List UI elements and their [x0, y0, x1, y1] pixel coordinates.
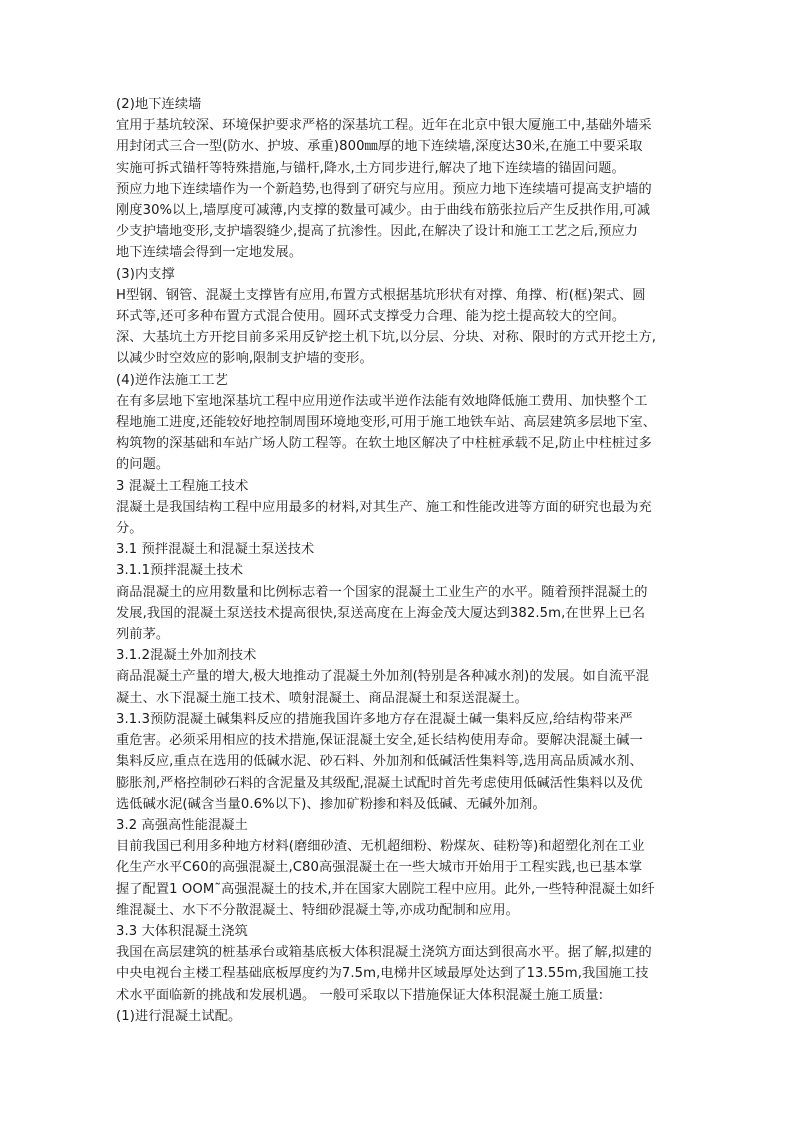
paragraph-line: 凝土、水下混凝土施工技术、喷射混凝土、商品混凝土和泵送混凝土。 — [116, 690, 528, 706]
paragraph-line: 发展,我国的混凝土泵送技术提高很快,泵送高度在上海金茂大厦达到382.5m,在世界上已名 — [116, 605, 646, 621]
paragraph-line: 我国在高层建筑的桩基承台或箱基底板大体积混凝土浇筑方面达到很高水平。据了解,拟建的 — [116, 945, 652, 961]
paragraph-line: 选低碱水泥(碱含当量0.6%以下)、掺加矿粉掺和料及低碱、无碱外加剂。 — [116, 796, 546, 812]
paragraph-line: 用封闭式三合一型(防水、护坡、承重)800㎜厚的地下连续墙,深度达30米,在施工中要采取 — [116, 139, 643, 155]
section-heading-3-3: 3.3 大体积混凝土浇筑 — [116, 923, 248, 939]
paragraph-line: 目前我国已利用多种地方材料(磨细砂渣、无机超细粉、粉煤灰、硅粉等)和超塑化剂在工业 — [116, 839, 645, 855]
paragraph-line: 的问题。 — [116, 457, 170, 473]
paragraph-line: 握了配置1 OOM˜高强混凝土的技术,并在国家大剧院工程中应用。此外,一些特种混凝土如纤 — [116, 881, 655, 897]
paragraph-line: 以减少时空效应的影响,限制支护墙的变形。 — [116, 351, 373, 367]
paragraph-line: 刚度30%以上,墙厚度可减薄,内支撑的数量可减少。由于曲线布筋张拉后产生反拱作用,可减 — [116, 203, 651, 219]
section-paragraph-3-1-3: 3.1.3预防混凝土碱集料反应的措施我国许多地方存在混凝土碱一集料反应,给结构带来严 — [116, 711, 633, 727]
paragraph-line: 少支护墙地变形,支护墙裂缝少,提高了抗渗性。因此,在解决了设计和施工工艺之后,预应力 — [116, 224, 639, 240]
paragraph-line: 集料反应,重点在选用的低碱水泥、砂石料、外加剂和低碱活性集料等,选用高品质减水剂、 — [116, 754, 643, 770]
paragraph-line: 分。 — [116, 521, 143, 537]
section-heading-3-2: 3.2 高强高性能混凝土 — [116, 817, 248, 833]
heading-top-down-method: (4)逆作法施工工艺 — [116, 372, 228, 388]
paragraph-line: 宜用于基坑较深、环境保护要求严格的深基坑工程。近年在北京中银大厦施工中,基础外墙采 — [116, 118, 652, 134]
document-body — [116, 94, 678, 1027]
paragraph-line: 列前茅。 — [116, 627, 170, 643]
paragraph-line: 在有多层地下室地深基坑工程中应用逆作法或半逆作法能有效地降低施工费用、加快整个工 — [116, 393, 648, 409]
section-heading-3-1-1: 3.1.1预拌混凝土技术 — [116, 563, 244, 579]
heading-internal-support: (3)内支撑 — [116, 266, 175, 282]
paragraph-line: 中央电视台主楼工程基础底板厚度约为7.5m,电梯井区域最厚处达到了13.55m,我国施工技 — [116, 966, 649, 982]
paragraph-line: 维混凝土、水下不分散混凝土、特细砂混凝土等,亦成功配制和应用。 — [116, 902, 519, 918]
paragraph-line: 预应力地下连续墙作为一个新趋势,也得到了研究与应用。预应力地下连续墙可提高支护墙的 — [116, 181, 652, 197]
paragraph-line: 构筑物的深基础和车站广场人防工程等。在软土地区解决了中柱桩承载不足,防止中柱桩过多 — [116, 436, 652, 452]
list-item-trial-mix: (1)进行混凝土试配。 — [116, 1008, 242, 1024]
paragraph-line: 商品混凝土的应用数量和比例标志着一个国家的混凝土工业生产的水平。随着预拌混凝土的 — [116, 584, 648, 600]
section-heading-3: 3 混凝土工程施工技术 — [116, 478, 249, 494]
paragraph-line: H型钢、钢管、混凝土支撑皆有应用,布置方式根据基坑形状有对撑、角撑、桁(框)架式、圆 — [116, 287, 646, 303]
paragraph-line: 术水平面临新的挑战和发展机遇。 一般可采取以下措施保证大体积混凝土施工质量: — [116, 987, 604, 1003]
section-heading-3-1-2: 3.1.2混凝土外加剂技术 — [116, 648, 257, 664]
section-heading-3-1: 3.1 预拌混凝土和混凝土泵送技术 — [116, 542, 315, 558]
paragraph-line: 化生产水平C60的高强混凝土,C80高强混凝土在一些大城市开始用于工程实践,也已基本掌 — [116, 860, 643, 876]
paragraph-line: 实施可拆式锚杆等特殊措施,与锚杆,降水,土方同步进行,解决了地下连续墙的锚固问题。 — [116, 160, 625, 176]
heading-diaphragm-wall: (2)地下连续墙 — [116, 97, 202, 112]
paragraph-line: 混凝土是我国结构工程中应用最多的材料,对其生产、施工和性能改进等方面的研究也最为充 — [116, 499, 652, 515]
paragraph-line: 重危害。必须采用相应的技术措施,保证混凝土安全,延长结构使用寿命。要解决混凝土碱一 — [116, 733, 643, 749]
paragraph-line: 商品混凝土产量的增大,极大地推动了混凝土外加剂(特别是各种减水剂)的发展。如自流平混 — [116, 669, 649, 685]
paragraph-line: 膨胀剂,严格控制砂石料的含泥量及其级配,混凝土试配时首先考虑使用低碱活性集料以及优 — [116, 775, 643, 791]
paragraph-line: 程地施工进度,还能较好地控制周围环境地变形,可用于施工地铁车站、高层建筑多层地下室、 — [116, 415, 657, 431]
paragraph-line: 环式等,还可多种布置方式混合使用。圆环式支撑受力合理、能为挖土提高较大的空间。 — [116, 309, 626, 325]
paragraph-line: 深、大基坑土方开挖目前多采用反铲挖土机下坑,以分层、分块、对称、限时的方式开挖土方, — [116, 330, 657, 346]
paragraph-line: 地下连续墙会得到一定地发展。 — [116, 245, 303, 261]
